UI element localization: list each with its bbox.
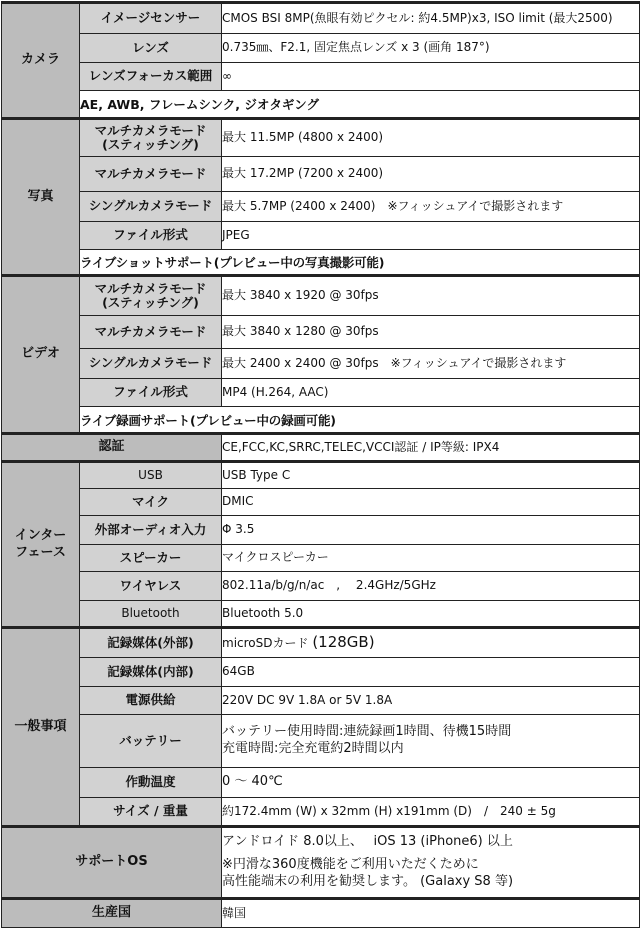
value-video-multi-stitch: 最大 3840 x 1920 @ 30fps xyxy=(222,276,640,316)
value-battery xyxy=(222,715,640,768)
label-speaker: スピーカー xyxy=(80,545,222,572)
value-support-os xyxy=(222,827,640,899)
value-photo-multi: 最大 17.2MP (7200 x 2400) xyxy=(222,157,640,192)
value-certification: CE,FCC,KC,SRRC,TELEC,VCCI認証 / IP等級: IPX4 xyxy=(222,434,640,462)
label-temperature: 作動温度 xyxy=(80,768,222,798)
label-video-single: シングルカメラモード xyxy=(80,349,222,379)
label-line: (スティッチング) xyxy=(102,295,199,310)
value-size-weight: 約172.4mm (W) x 32mm (H) x191mm (D) / 240 ± 5g xyxy=(222,798,640,827)
category-interface xyxy=(2,462,80,628)
label-video-format: ファイル形式 xyxy=(80,379,222,407)
category-video: ビデオ xyxy=(2,276,80,434)
os-version-line: アンドロイド 8.0以上、 iOS 13 (iPhone6) 以上 xyxy=(222,834,513,850)
os-device-line: 高性能端末の利用を勧奨します。 (Galaxy S8 等) xyxy=(222,873,514,889)
label-certification: 認証 xyxy=(2,434,222,462)
value-temperature: 0 ～ 40℃ xyxy=(222,768,640,798)
category-camera: カメラ xyxy=(2,3,80,119)
label-mic: マイク xyxy=(80,489,222,516)
value-origin: 韓国 xyxy=(222,899,640,928)
category-line: フェース xyxy=(15,544,66,560)
value-lens: 0.735㎜、F2.1, 固定焦点レンズ x 3 (画角 187°) xyxy=(222,34,640,63)
value-video-single: 最大 2400 x 2400 @ 30fps ※フィッシュアイで撮影されます xyxy=(222,349,640,379)
value-bluetooth: Bluetooth 5.0 xyxy=(222,601,640,628)
label-video-multi: マルチカメラモード xyxy=(80,316,222,349)
label-origin: 生産国 xyxy=(2,899,222,928)
video-liverec-note: ライブ録画サポート(プレビュー中の録画可能) xyxy=(80,407,640,434)
label-line: (スティッチング) xyxy=(102,137,199,152)
value-photo-format: JPEG xyxy=(222,222,640,250)
label-usb: USB xyxy=(80,462,222,489)
label-focus-range: レンズフォーカス範囲 xyxy=(80,63,222,91)
label-battery: バッテリー xyxy=(80,715,222,768)
value-storage-external xyxy=(222,628,640,658)
value-usb: USB Type C xyxy=(222,462,640,489)
value-storage-internal: 64GB xyxy=(222,658,640,687)
label-image-sensor: イメージセンサー xyxy=(80,3,222,34)
label-storage-internal: 記録媒体(内部) xyxy=(80,658,222,687)
value-photo-multi-stitch: 最大 11.5MP (4800 x 2400) xyxy=(222,119,640,157)
value-wireless: 802.11a/b/g/n/ac , 2.4GHz/5GHz xyxy=(222,572,640,601)
label-photo-multi-stitch xyxy=(80,119,222,157)
battery-usage-line: バッテリー使用時間:連続録画1時間、待機15時間 xyxy=(222,724,512,740)
category-line: インター xyxy=(14,528,67,544)
category-general: 一般事項 xyxy=(2,628,80,827)
label-video-multi-stitch xyxy=(80,276,222,316)
value-video-multi: 最大 3840 x 1280 @ 30fps xyxy=(222,316,640,349)
label-photo-single: シングルカメラモード xyxy=(80,192,222,222)
value-image-sensor: CMOS BSI 8MP(魚眼有効ピクセル: 約4.5MP)x3, ISO limit (最大2500) xyxy=(222,3,640,34)
category-photo: 写真 xyxy=(2,119,80,276)
value-power: 220V DC 9V 1.8A or 5V 1.8A xyxy=(222,687,640,715)
label-photo-format: ファイル形式 xyxy=(80,222,222,250)
value-video-format: MP4 (H.264, AAC) xyxy=(222,379,640,407)
value-mic: DMIC xyxy=(222,489,640,516)
label-wireless: ワイヤレス xyxy=(80,572,222,601)
label-lens: レンズ xyxy=(80,34,222,63)
storage-external-prefix: microSDカード xyxy=(222,636,313,651)
label-storage-external: 記録媒体(外部) xyxy=(80,628,222,658)
label-line: マルチカメラモード xyxy=(94,280,207,296)
label-photo-multi: マルチカメラモード xyxy=(80,157,222,192)
os-recommend-line: ※円滑な360度機能をご利用いただくために xyxy=(222,857,479,873)
value-audio-in: Φ 3.5 xyxy=(222,516,640,545)
value-speaker: マイクロスピーカー xyxy=(222,545,640,572)
value-photo-single: 最大 5.7MP (2400 x 2400) ※フィッシュアイで撮影されます xyxy=(222,192,640,222)
value-focus-range: ∞ xyxy=(222,63,640,91)
label-size-weight: サイズ / 重量 xyxy=(80,798,222,827)
label-support-os: サポートOS xyxy=(2,827,222,899)
storage-external-size: (128GB) xyxy=(312,633,375,652)
label-power: 電源供給 xyxy=(80,687,222,715)
photo-liveshot-note: ライブショットサポート(プレビュー中の写真撮影可能) xyxy=(80,250,640,276)
camera-features-note: AE, AWB, フレームシンク, ジオタギング xyxy=(80,91,640,119)
label-audio-in: 外部オーディオ入力 xyxy=(80,516,222,545)
label-line: マルチカメラモード xyxy=(94,122,207,138)
spec-table xyxy=(1,1,640,928)
label-bluetooth: Bluetooth xyxy=(80,601,222,628)
battery-charge-line: 充電時間:完全充電約2時間以内 xyxy=(222,741,404,756)
